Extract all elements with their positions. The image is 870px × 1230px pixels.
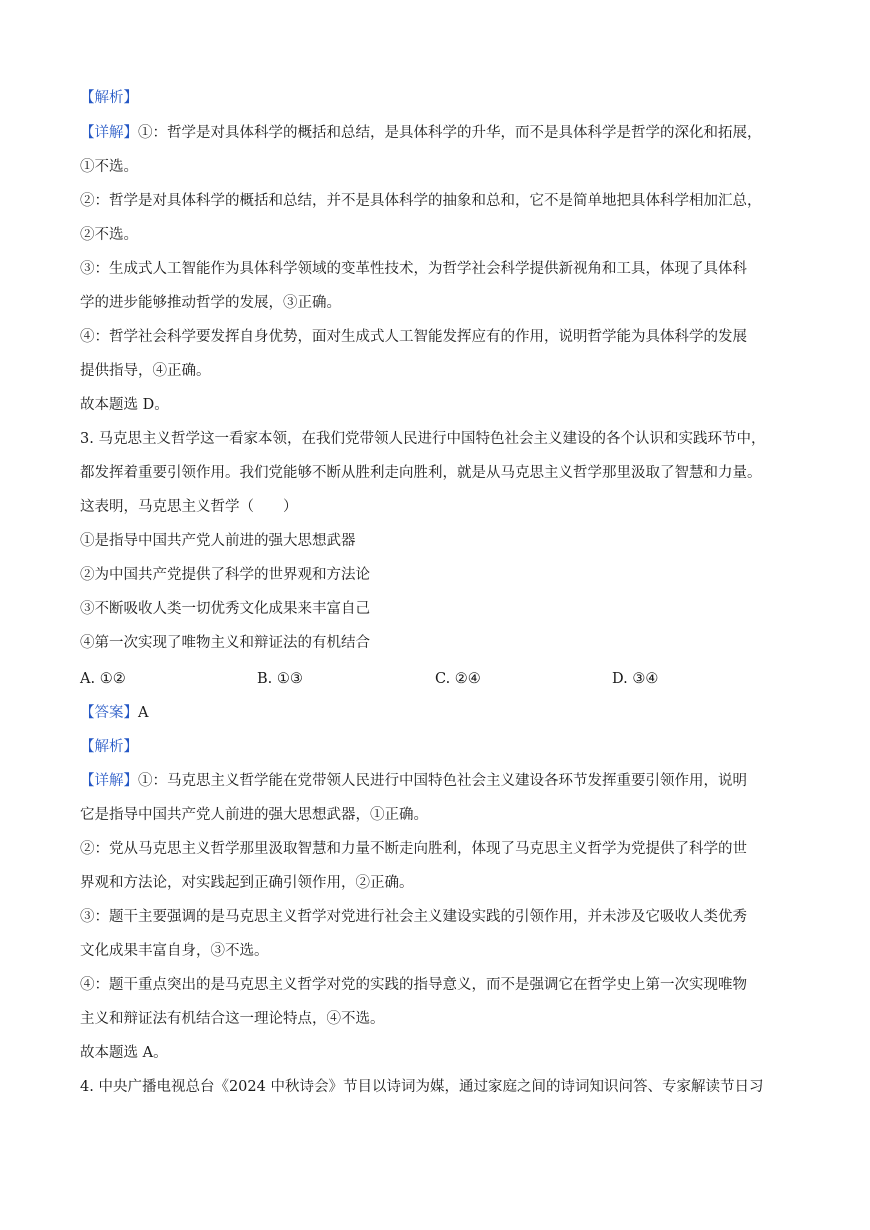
q3-option-a: A. ①②: [80, 671, 126, 687]
q2-detail-line: 提供指导，④正确。: [80, 363, 211, 379]
q2-detail-line: ②：哲学是对具体科学的概括和总结，并不是具体科学的抽象和总和，它不是简单地把具体科学相加汇总，: [80, 193, 762, 209]
q3-statement: ④第一次实现了唯物主义和辩证法的有机结合: [80, 635, 370, 651]
q2-detail-line: [80, 123, 792, 143]
q3-detail-line: 主义和辩证法有机结合这一理论特点，④不选。: [80, 1011, 385, 1027]
q3-stem-line: 这表明，马克思主义哲学（ ）: [80, 499, 298, 515]
q3-statement: ③不断吸收人类一切优秀文化成果来丰富自己: [80, 601, 370, 617]
q3-option-c: C. ②④: [435, 671, 481, 687]
q4-stem-line: 4. 中央广播电视总台《2024 中秋诗会》节目以诗词为媒，通过家庭之间的诗词知识问答、专家解读节日习: [80, 1079, 764, 1095]
q3-analysis-tag: 【解析】: [80, 739, 138, 755]
q2-detail-line: ④：哲学社会科学要发挥自身优势，面对生成式人工智能发挥应有的作用，说明哲学能为具体科学的发展: [80, 329, 747, 345]
q2-detail-line: 学的进步能够推动哲学的发展，③正确。: [80, 295, 341, 311]
q3-statement: ②为中国共产党提供了科学的世界观和方法论: [80, 567, 370, 583]
q2-detail-line: ①不选。: [80, 159, 138, 175]
q2-detail-line: ③：生成式人工智能作为具体科学领域的变革性技术，为哲学社会科学提供新视角和工具，体现了具体科: [80, 261, 747, 277]
q3-detail-line: 界观和方法论，对实践起到正确引领作用，②正确。: [80, 875, 414, 891]
q3-option-b: B. ①③: [257, 671, 303, 687]
q3-stem-line: 都发挥着重要引领作用。我们党能够不断从胜利走向胜利，就是从马克思主义哲学那里汲取了智慧和力量。: [80, 465, 762, 481]
q3-option-d: D. ③④: [612, 671, 659, 687]
q2-analysis-tag: 【解析】: [80, 90, 138, 106]
q3-answer-value: A: [138, 705, 149, 721]
q3-detail-text: ①：马克思主义哲学能在党带领人民进行中国特色社会主义建设各环节发挥重要引领作用，说明: [138, 773, 747, 789]
q3-answer-tag: 【答案】: [80, 705, 138, 721]
q2-conclusion: 故本题选 D。: [80, 397, 169, 413]
q3-detail-line: [80, 771, 792, 791]
q3-conclusion: 故本题选 A。: [80, 1045, 168, 1061]
q2-detail-tag: 【详解】: [80, 125, 138, 141]
q3-detail-line: ③：题干主要强调的是马克思主义哲学对党进行社会主义建设实践的引领作用，并未涉及它吸收人类优秀: [80, 909, 747, 925]
q2-detail-text: ①：哲学是对具体科学的概括和总结，是具体科学的升华，而不是具体科学是哲学的深化和拓展，: [138, 125, 762, 141]
q3-detail-line: ②：党从马克思主义哲学那里汲取智慧和力量不断走向胜利，体现了马克思主义哲学为党提供了科学的世: [80, 841, 747, 857]
q2-detail-line: ②不选。: [80, 227, 138, 243]
q3-answer-line: [80, 703, 792, 723]
q3-detail-line: 它是指导中国共产党人前进的强大思想武器，①正确。: [80, 807, 428, 823]
q3-detail-tag: 【详解】: [80, 773, 138, 789]
q3-detail-line: 文化成果丰富自身，③不选。: [80, 943, 269, 959]
q3-stem-line: 3. 马克思主义哲学这一看家本领，在我们党带领人民进行中国特色社会主义建设的各个认识和实践环节中，: [80, 431, 766, 447]
q3-statement: ①是指导中国共产党人前进的强大思想武器: [80, 533, 356, 549]
q3-detail-line: ④：题干重点突出的是马克思主义哲学对党的实践的指导意义，而不是强调它在哲学史上第一次实现唯物: [80, 977, 747, 993]
